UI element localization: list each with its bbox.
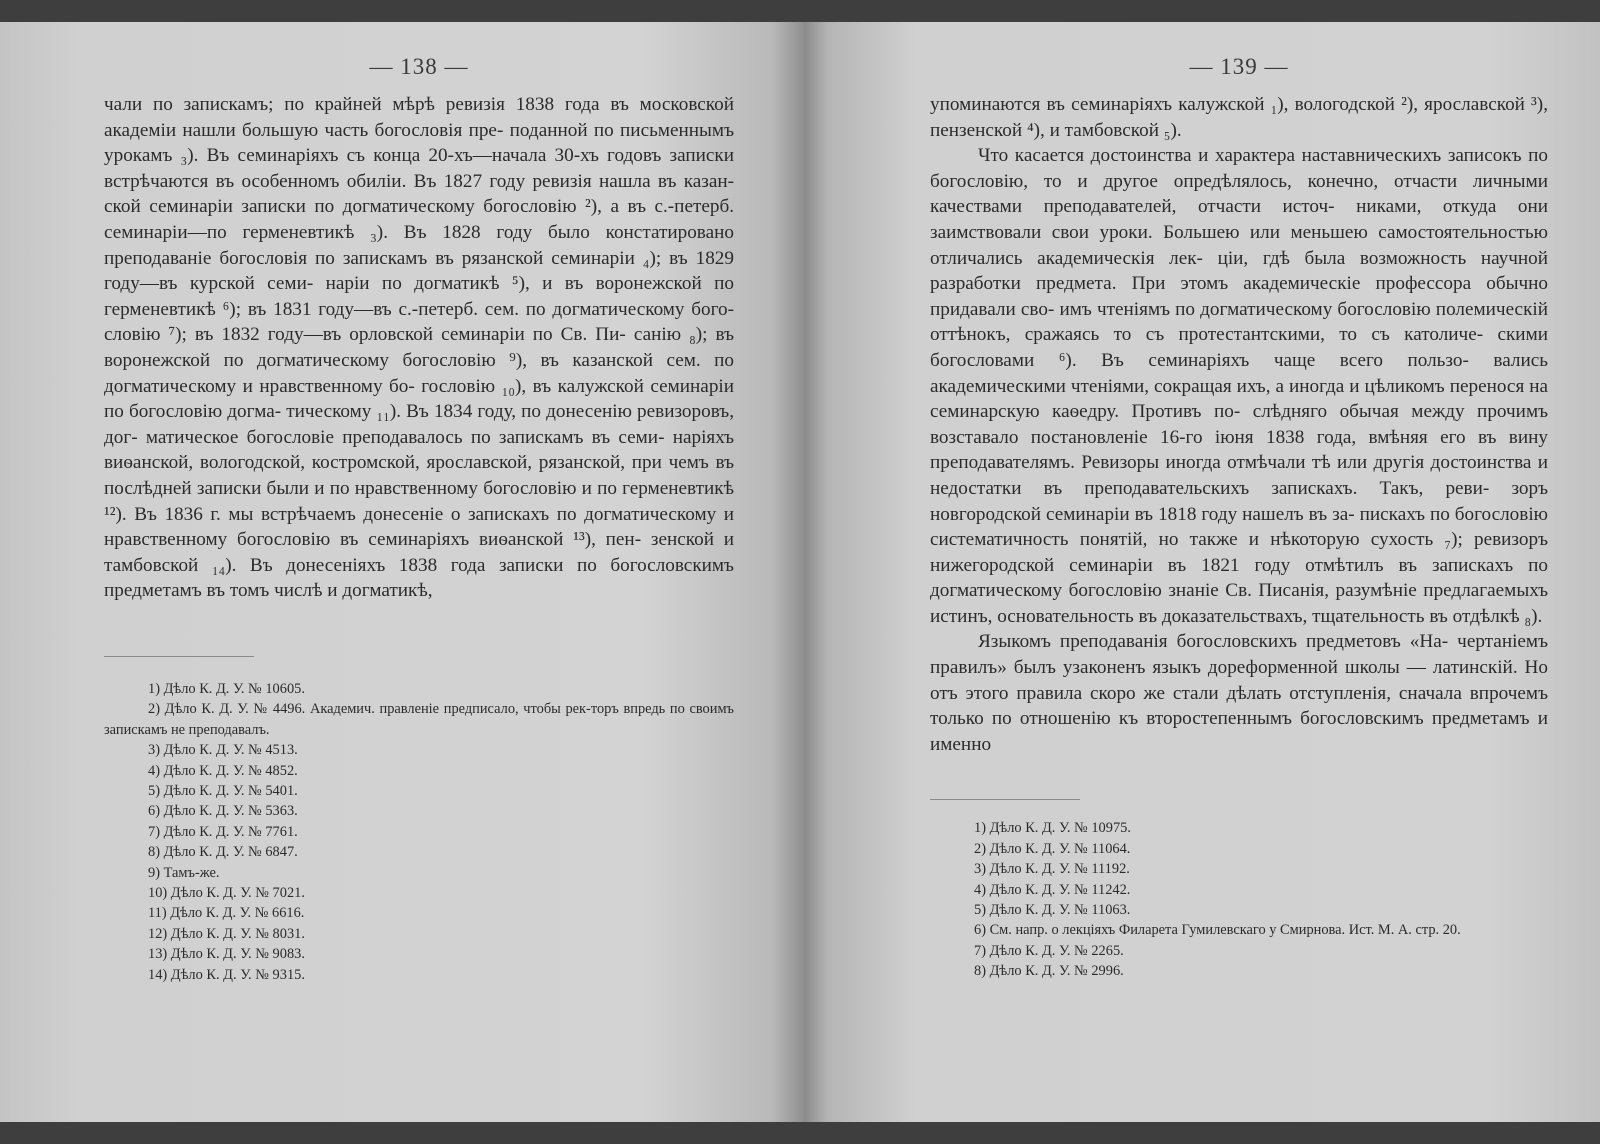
text-line: ской семинаріи записки по догматическому богословію ²), а xyxy=(104,196,619,218)
text-line: въ 1831 году—въ с.-петерб. сем. по догматическому бого- xyxy=(247,298,735,320)
text-line: никами, откуда они заимствовали свои уроки. Большею или xyxy=(930,196,1548,243)
page-number: — 139 — xyxy=(1189,54,1289,79)
text-line: пискахъ по богословію систематичность понятій, но также и xyxy=(930,503,1549,551)
footnote: 13) Дѣло К. Д. У. № 9083. xyxy=(148,946,305,963)
footnote: 12) Дѣло К. Д. У. № 8031. xyxy=(148,925,305,942)
text-line: матическое богословіе преподавалось по запискамъ въ семи- xyxy=(145,426,665,448)
right-page xyxy=(804,22,1600,1122)
text-line: въ казанской сем. по догматическому и нравственному бо- xyxy=(104,349,734,397)
text-line: слѣдняго обычая между прочимъ возставало постановленіе xyxy=(930,401,1549,448)
text-line: конца 20-хъ—начала 30-хъ годовъ записки встрѣчаются въ xyxy=(104,145,734,192)
text-line: недостатки въ преподавательскихъ запискахъ. Такъ, реви- xyxy=(930,477,1490,499)
text-line: Языкомъ преподаванія богословскихъ предметовъ «На- xyxy=(978,631,1449,653)
text-line: особенномъ обиліи. Въ 1827 году ревизія нашла въ казан- xyxy=(241,170,735,192)
footnote: 5) Дѣло К. Д. У. № 11063. xyxy=(974,902,1131,919)
paragraph xyxy=(930,143,1548,629)
text-line: богословію знаніе Св. Писанія, разумѣніе предлагаемыхъ xyxy=(1068,580,1549,602)
footnote: 7) Дѣло К. Д. У. № 2265. xyxy=(974,942,1124,959)
footnote: 8) Дѣло К. Д. У. № 2996. xyxy=(974,963,1124,980)
text-line: въ 1821 году отмѣтилъ въ запискахъ по догматическому xyxy=(930,554,1549,602)
footnotes xyxy=(104,679,734,985)
text-line: въ рязанской семинаріи ₄); въ 1829 году—въ курской семи- xyxy=(104,247,734,295)
text-line: въ с.-петерб. семинаріи—по герменевтикѣ ₃). Въ 1828 году xyxy=(104,196,735,243)
text-line: дѣлать отступленія, сначала впрочемъ только по отношенію xyxy=(930,682,1548,730)
text-line: чали по запискамъ; по крайней мѣрѣ ревизія 1838 года въ xyxy=(104,94,629,115)
footnote: 7) Дѣло К. Д. У. № 7761. xyxy=(148,823,298,840)
text-line: по богословскимъ предметамъ въ томъ числѣ и догматикѣ, xyxy=(104,554,734,602)
text-line: ярославской ³), пензенской ⁴), и тамбовской ₅). xyxy=(930,94,1548,141)
text-line: упоминаются въ семинаріяхъ калужской ₁), вологодской ²), xyxy=(930,94,1419,115)
text-line: чертаніемъ правилъ» былъ узаконенъ языкъ дореформенной xyxy=(930,631,1548,679)
footnote: 3) Дѣло К. Д. У. № 4513. xyxy=(148,742,298,759)
text-line: въ отдѣлкѣ ₈). xyxy=(1429,605,1543,627)
footnote: 2) Дѣло К. Д. У. № 11064. xyxy=(974,840,1131,857)
page-number: — 138 — xyxy=(369,54,469,79)
text-line: зенской и тамбовской ₁₄). Въ донесеніяхъ 1838 года записки xyxy=(104,529,735,576)
text-line: мы встрѣчаемъ донесеніе о запискахъ по догматическому и xyxy=(228,503,734,525)
text-line: 16-го іюня 1838 года, вмѣняя его въ вину преподавателямъ. xyxy=(930,426,1548,474)
text-line: скими богословами ⁶). Въ семинаріяхъ чаще всего пользо- xyxy=(930,324,1548,371)
text-line: При этомъ академическіе профессора обычно придавали сво- xyxy=(930,273,1549,320)
text-line: зоръ новгородской семинаріи въ 1818 году нашелъ въ за- xyxy=(930,477,1549,525)
text-line: школы — латинскій. Но отъ этого правила скоро же стали xyxy=(930,657,1548,704)
footnote: 10) Дѣло К. Д. У. № 7021. xyxy=(148,884,305,901)
text-line: цѣликомъ перенося на семинарскую каѳедру. Противъ по- xyxy=(930,375,1549,423)
paragraph xyxy=(930,629,1548,757)
text-line: московской академіи нашли большую часть богословія пре- xyxy=(104,94,734,141)
footnote: 8) Дѣло К. Д. У. № 6847. xyxy=(148,844,298,861)
footnote: 3) Дѣло К. Д. У. № 11192. xyxy=(974,861,1130,878)
main-text xyxy=(104,92,734,604)
footnote: 4) Дѣло К. Д. У. № 11242. xyxy=(974,881,1131,898)
footnote: 1) Дѣло К. Д. У. № 10975. xyxy=(974,820,1131,837)
text-line: нравственному богословію въ семинаріяхъ виѳанской ¹³), пен- xyxy=(104,529,642,551)
footnote: 9) Тамъ-же. xyxy=(148,864,220,881)
text-line: Ревизоры иногда отмѣчали тѣ или другія достоинства и xyxy=(1081,452,1549,474)
footnotes xyxy=(930,818,1548,981)
text-line: вались академическими чтеніями, сокращая ихъ, а иногда и xyxy=(930,349,1549,397)
text-line: нравственному богословію и по герменевтикѣ ¹²). Въ 1836 г. xyxy=(104,477,735,525)
footnote: 14) Дѣло К. Д. У. № 9315. xyxy=(148,966,305,983)
text-line: словію ⁷); въ 1832 году—въ орловской семинаріи по Св. Пи- xyxy=(104,324,626,346)
text-line: истинъ, основательность въ доказательствахъ, тщательность xyxy=(930,605,1425,627)
text-line: нѣкоторую сухость ₇); ревизоръ нижегородской семинаріи xyxy=(930,529,1548,576)
footnote: 6) Дѣло К. Д. У. № 5363. xyxy=(148,803,298,820)
footnote: 2) Дѣло К. Д. У. № 4496. Академич. правленіе предписало, чтобы рек-торъ впредь по своимъ запискамъ не преподавалъ. xyxy=(104,701,734,738)
text-line: имъ чтеніямъ по догматическому богословію полемическій xyxy=(1059,298,1548,320)
footnote: 5) Дѣло К. Д. У. № 5401. xyxy=(148,782,298,799)
footnote: 11) Дѣло К. Д. У. № 6616. xyxy=(148,905,305,922)
text-line: меньшею самостоятельностью отличались академическія лек- xyxy=(930,221,1548,269)
text-line: санію ₈); въ воронежской по догматическому богословію ⁹), xyxy=(104,324,735,371)
text-line: рязанской, при чемъ въ послѣдней записки были и по xyxy=(104,452,735,499)
text-line: записокъ по богословію, то и другое опредѣлялось, конечно, xyxy=(930,145,1549,192)
text-line: было констатировано преподаваніе богословія по запискамъ xyxy=(104,221,734,269)
text-line: къ второстепеннымъ богословскимъ предметамъ и именно xyxy=(930,708,1549,755)
text-line: наріи по догматикѣ ⁵), и въ воронежской по герменевтикѣ ⁶); xyxy=(104,273,734,320)
text-line: Что касается достоинства и характера наставническихъ xyxy=(978,145,1442,167)
text-line: ціи, гдѣ была возможность научной разработки предмета. xyxy=(930,247,1549,295)
footnote: 6) См. напр. о лекціяхъ Филарета Гумилевскаго у Смирнова. Ист. М. А. стр. 20. xyxy=(974,922,1461,939)
text-line: тическому ₁₁). Въ 1834 году, по донесенію ревизоровъ, дог- xyxy=(104,401,735,448)
footnote-divider xyxy=(930,799,1080,800)
text-line: оттѣнокъ, сражаясь то съ протестантскими, то съ католиче- xyxy=(930,324,1484,346)
footnote: 4) Дѣло К. Д. У. № 4852. xyxy=(148,762,298,779)
footnote-divider xyxy=(104,656,254,657)
left-page xyxy=(0,22,804,1122)
text-line: отчасти личными качествами преподавателей, отчасти источ- xyxy=(930,170,1548,218)
text-line: наріяхъ виѳанской, вологодской, костромской, ярославской, xyxy=(104,426,735,474)
main-text xyxy=(930,92,1548,757)
paragraph xyxy=(104,92,734,604)
footnote: 1) Дѣло К. Д. У. № 10605. xyxy=(148,680,305,697)
paragraph xyxy=(930,92,1548,143)
text-line: гословію ₁₀), въ калужской семинаріи по богословію догма- xyxy=(104,375,735,423)
text-line: подaнной по письменнымъ урокамъ ₃). Въ семинаріяхъ съ xyxy=(104,119,734,167)
